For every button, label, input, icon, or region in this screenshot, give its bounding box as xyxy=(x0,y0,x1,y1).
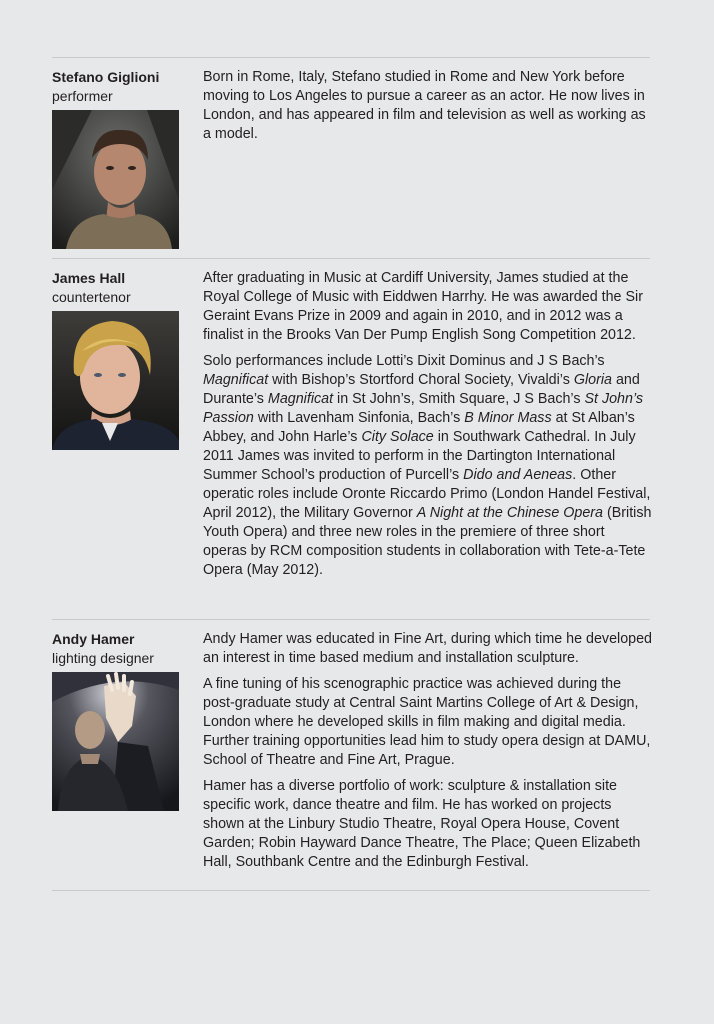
bio-text-run: Born in Rome, Italy, Stefano studied in Rome and New York before moving to Los Angeles to pursue a career as an actor. He now lives in London, and has appeared in film and television as well as working as a model. xyxy=(203,69,646,142)
bio-text-run: and Durante’s xyxy=(203,372,640,407)
portrait-photo xyxy=(52,311,179,450)
bio-text-run: with Bishop’s Stortford Choral Society, Vivaldi’s xyxy=(268,372,574,388)
bio-text xyxy=(203,269,652,587)
person-heading xyxy=(52,269,192,307)
bio-text-run: Hamer has a diverse portfolio of work: sculpture & installation site specific work, dance theatre and film. He has worked on projects shown at the Linbury Studio Theatre, Royal Opera House, Covent Garden; Robin Hayward Dance Theatre, The Place; Queen Elizabeth Hall, Southbank Centre and the Edinburgh Festival. xyxy=(203,778,641,870)
bio-paragraph xyxy=(203,269,652,345)
person-name: James Hall xyxy=(52,270,126,286)
person-name: Andy Hamer xyxy=(52,631,135,647)
divider xyxy=(52,258,650,259)
bio-text-run: . Other operatic roles include Oronte Riccardo Primo (London Handel Festival, April 2012), the Military Governor xyxy=(203,467,651,521)
work-title: Magnificat xyxy=(203,372,269,388)
bio-paragraph xyxy=(203,630,652,668)
divider xyxy=(52,890,650,891)
bio-paragraph xyxy=(203,352,652,580)
bio-paragraph xyxy=(203,777,652,872)
work-title: A Night at the Chinese Opera xyxy=(416,505,603,521)
work-title: B Minor Mass xyxy=(464,410,552,426)
bio-text-run: (British Youth Opera) and three new roles in the premiere of three short operas by RCM composition students in collaboration with Tete-a-Tete Opera (May 2012). xyxy=(203,505,652,578)
bio-text-run: at St Alban’s Abbey, and John Harle’s xyxy=(203,410,635,445)
work-title: St John’s Passion xyxy=(203,391,644,426)
divider xyxy=(52,619,650,620)
bio-text-run: A fine tuning of his scenographic practice was achieved during the post-graduate study at Central Saint Martins College of Art & Design, London where he developed skills in film making and digital media. Further training opportunities lead him to study opera design at DAMU, School of Theatre and Fine Art, Prague. xyxy=(203,676,651,768)
work-title: Magnificat xyxy=(267,391,334,407)
work-title: City Solace xyxy=(361,429,434,445)
bio-text-run: in St John’s, Smith Square, J S Bach’s xyxy=(333,391,585,407)
divider xyxy=(52,57,650,58)
person-role: countertenor xyxy=(52,289,131,305)
bio-text-run: Solo performances include Lotti’s Dixit Dominus and J S Bach’s xyxy=(203,353,605,369)
portrait-photo xyxy=(52,672,179,811)
bio-text-run: Andy Hamer was educated in Fine Art, during which time he developed an interest in time based medium and installation sculpture. xyxy=(203,631,653,666)
person-heading xyxy=(52,630,192,668)
bio-paragraph xyxy=(203,675,652,770)
bio-text-run: with Lavenham Sinfonia, Bach’s xyxy=(253,410,465,426)
bio-text xyxy=(203,630,652,879)
bio-paragraph xyxy=(203,68,652,144)
bio-text-run: in Southwark Cathedral. In July 2011 James was invited to perform in the Dartington International Summer School’s production of Purcell’s xyxy=(203,429,636,483)
work-title: Gloria xyxy=(573,372,612,388)
person-name: Stefano Giglioni xyxy=(52,69,160,85)
person-heading xyxy=(52,68,192,106)
person-role: lighting designer xyxy=(52,650,154,666)
portrait-photo xyxy=(52,110,179,249)
bio-text-run: After graduating in Music at Cardiff University, James studied at the Royal College of Music with Eiddwen Harrhy. He was awarded the Sir Geraint Evans Prize in 2009 and again in 2010, and in 2012 was a finalist in the Brooks Van Der Pump English Song Competition 2012. xyxy=(203,270,643,343)
person-role: performer xyxy=(52,88,113,104)
work-title: Dido and Aeneas xyxy=(463,467,573,483)
bio-text xyxy=(203,68,652,151)
